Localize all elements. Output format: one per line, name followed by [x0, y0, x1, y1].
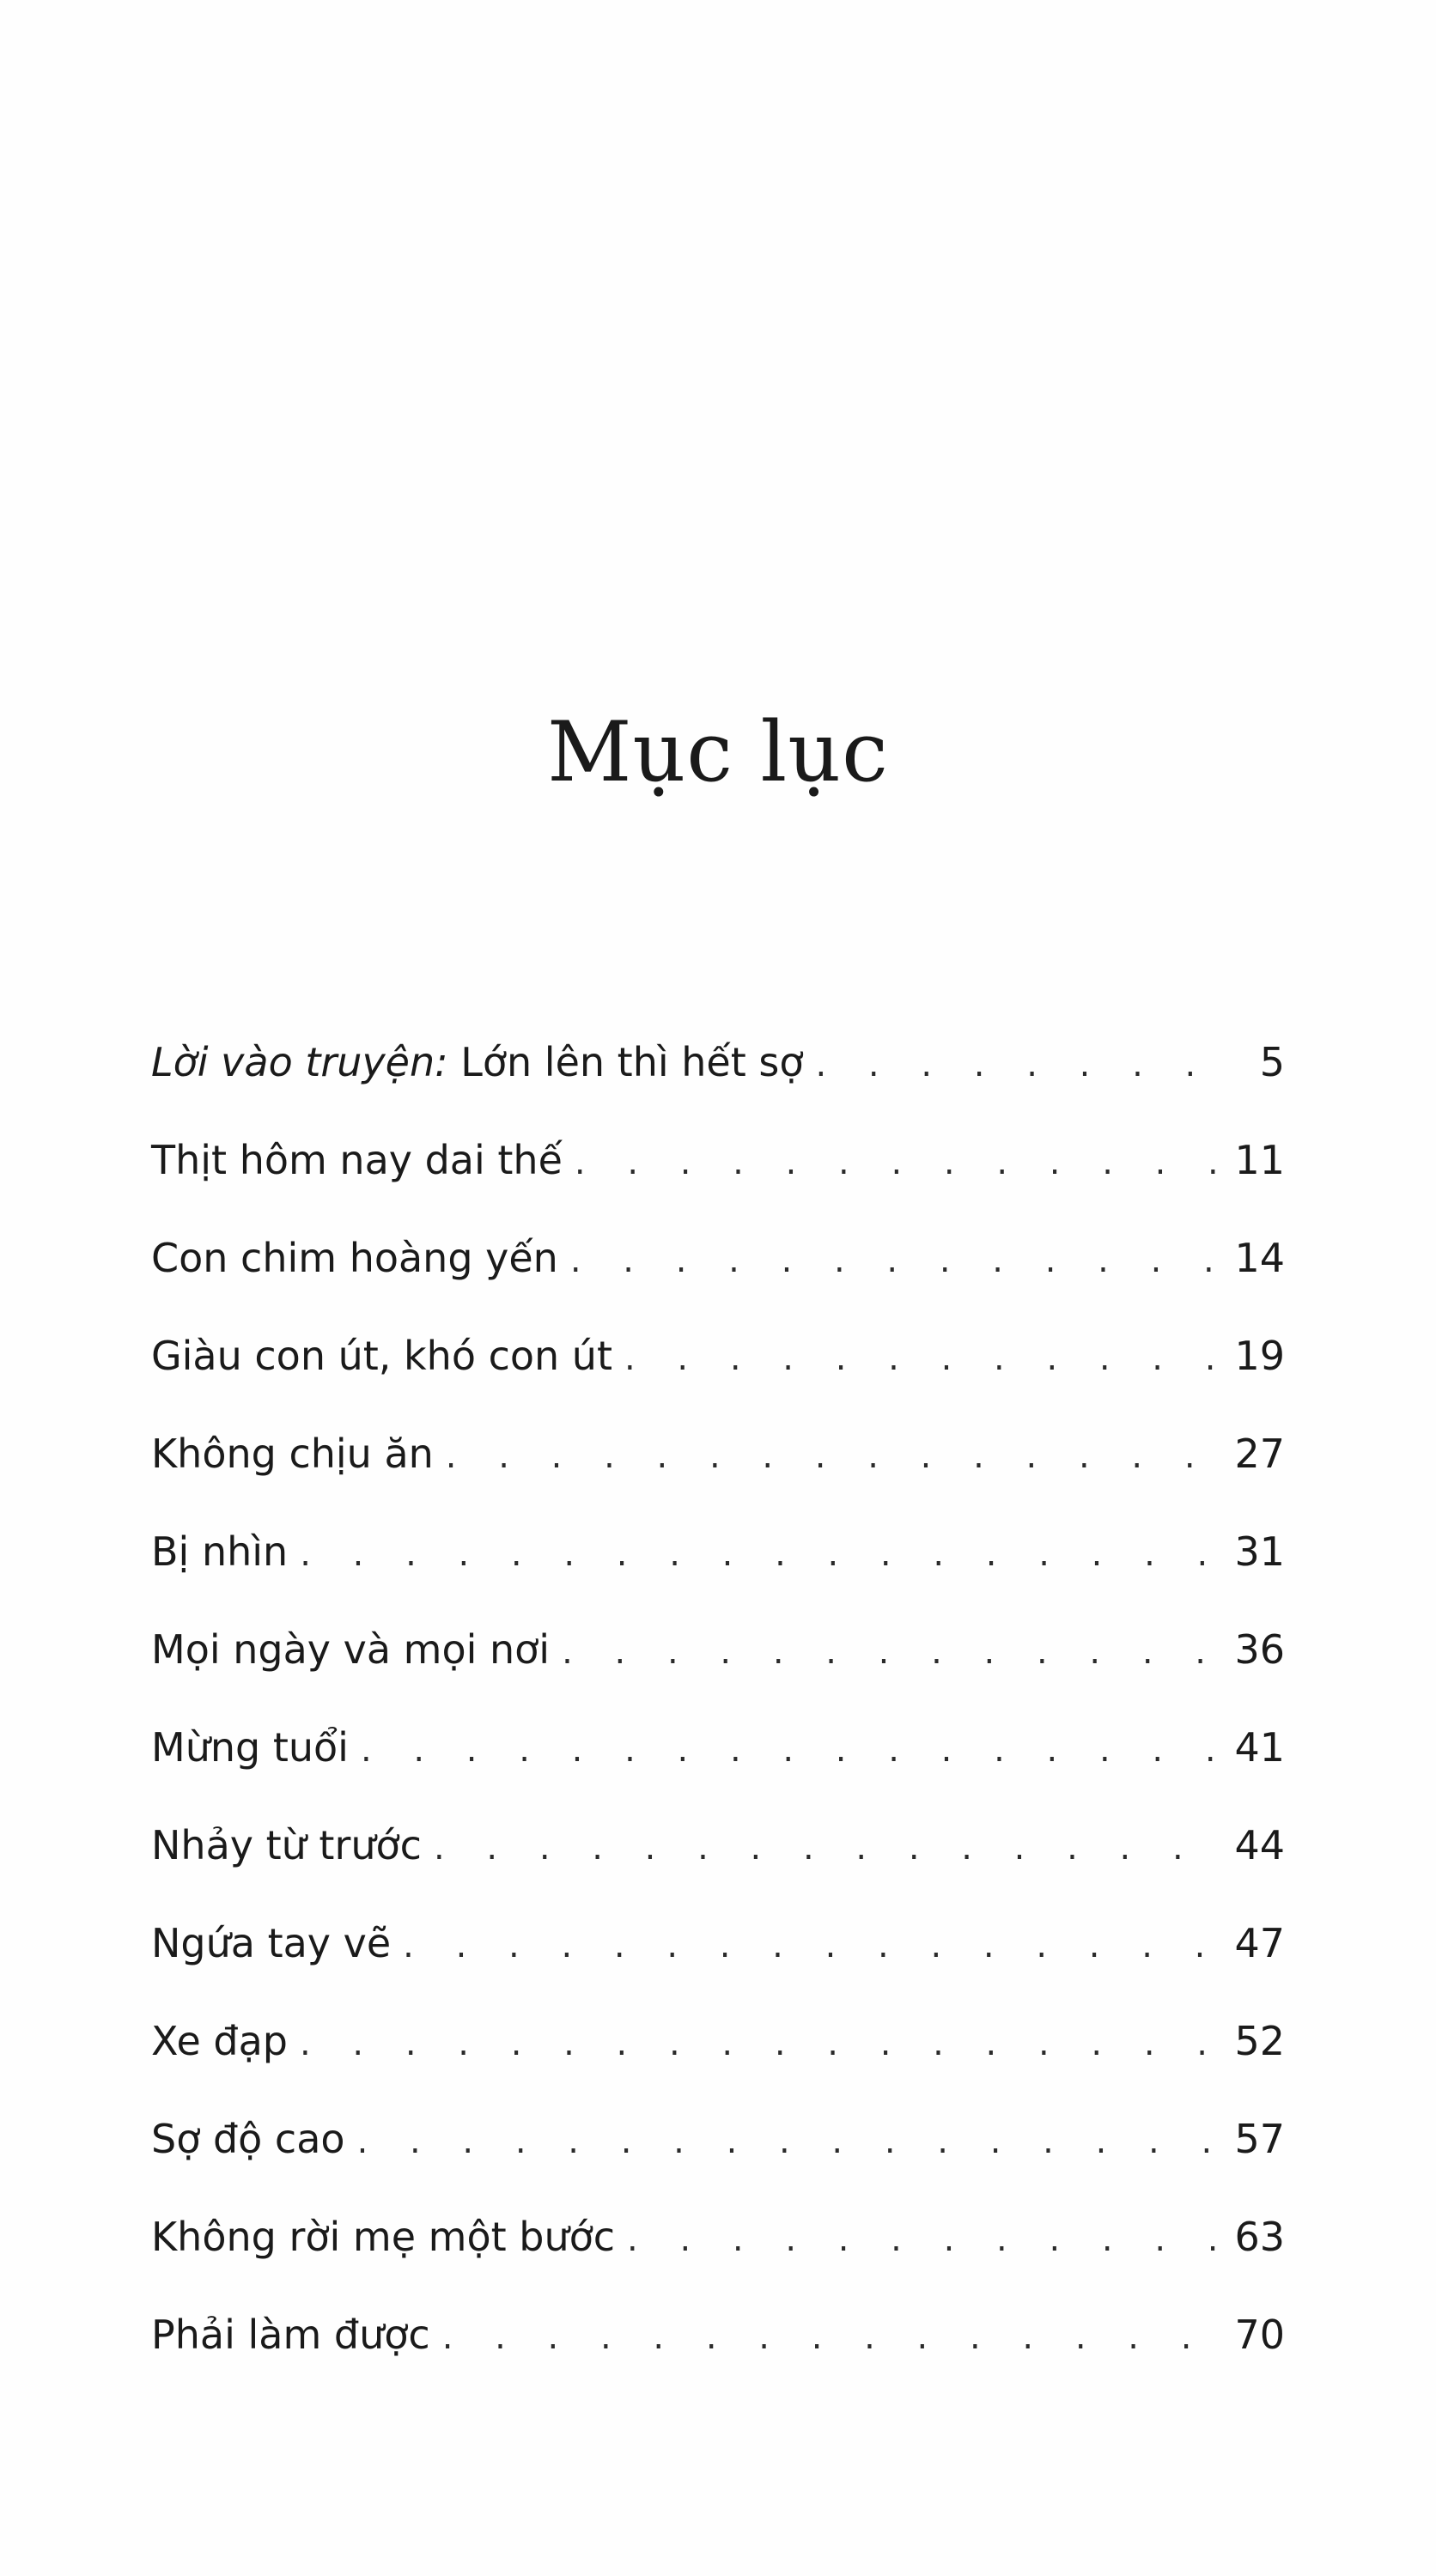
dot-leader	[442, 2318, 1223, 2357]
toc-entry-text: Lớn lên thì hết sợ	[447, 1039, 804, 1085]
toc-entry	[151, 1431, 1285, 1528]
toc-entry-title: Xe đạp	[151, 2018, 288, 2064]
toc-entry	[151, 1333, 1285, 1431]
dot-leader	[562, 1632, 1222, 1672]
toc-entry-page: 36	[1234, 1626, 1285, 1673]
dot-leader	[575, 1143, 1223, 1182]
dot-leader	[815, 1045, 1225, 1084]
toc-entry-title: Sợ độ cao	[151, 2116, 345, 2162]
toc-entry-title: Ngứa tay vẽ	[151, 1920, 392, 1966]
toc-entry-page: 70	[1234, 2312, 1285, 2358]
toc-entry	[151, 1920, 1285, 2018]
toc-entry-page: 31	[1234, 1528, 1285, 1575]
toc-entry-page: 19	[1234, 1333, 1285, 1379]
toc-entry-page: 14	[1234, 1235, 1285, 1281]
toc-entry-title: Không rời mẹ một bước	[151, 2214, 616, 2260]
toc-entry-title: Mừng tuổi	[151, 1724, 349, 1771]
dot-leader	[403, 1926, 1222, 1965]
page-title: Mục lục	[547, 704, 889, 800]
toc-entry-page: 27	[1234, 1431, 1285, 1477]
toc-entry-page: 41	[1234, 1724, 1285, 1771]
toc-entry-page: 11	[1234, 1137, 1285, 1183]
dot-leader	[357, 2122, 1223, 2161]
toc-entry-title: Bị nhìn	[151, 1528, 289, 1575]
toc-entry	[151, 1724, 1285, 1822]
toc-entry-title: Không chịu ăn	[151, 1431, 434, 1477]
toc-entry-page: 47	[1234, 1920, 1285, 1966]
toc-entry-page: 44	[1234, 1822, 1285, 1868]
toc-entry	[151, 2116, 1285, 2214]
dot-leader	[300, 1534, 1222, 1574]
dot-leader	[446, 1437, 1223, 1476]
toc-entry	[151, 1822, 1285, 1920]
dot-leader	[624, 1339, 1222, 1378]
dot-leader	[361, 1730, 1223, 1770]
toc-entry-prefix: Lời vào truyện:	[151, 1039, 448, 1085]
toc-entry	[151, 2018, 1285, 2116]
toc-entry-page: 57	[1234, 2116, 1285, 2162]
toc-entry	[151, 1039, 1285, 1137]
toc-entry-title: Mọi ngày và mọi nơi	[151, 1626, 551, 1673]
dot-leader	[627, 2220, 1222, 2259]
toc-entry	[151, 2214, 1285, 2312]
dot-leader	[434, 1828, 1223, 1868]
toc-entry-title: Phải làm được	[151, 2312, 430, 2358]
toc-entry-title: Con chim hoàng yến	[151, 1235, 558, 1281]
toc-entry	[151, 1137, 1285, 1235]
dot-leader	[570, 1241, 1223, 1280]
toc-entry-page: 63	[1234, 2214, 1285, 2260]
dot-leader	[300, 2024, 1222, 2063]
toc-entry	[151, 2312, 1285, 2409]
toc-entry-title: Thịt hôm nay dai thế	[151, 1137, 563, 1183]
toc-entry-title: Giàu con út, khó con út	[151, 1333, 612, 1379]
table-of-contents	[151, 1039, 1285, 2409]
toc-entry-title: Nhảy từ trước	[151, 1822, 422, 1868]
toc-entry	[151, 1528, 1285, 1626]
toc-entry-page: 52	[1234, 2018, 1285, 2064]
toc-entry-title	[151, 1039, 803, 1085]
toc-entry	[151, 1626, 1285, 1724]
toc-entry-page: 5	[1259, 1039, 1285, 1085]
toc-entry	[151, 1235, 1285, 1333]
